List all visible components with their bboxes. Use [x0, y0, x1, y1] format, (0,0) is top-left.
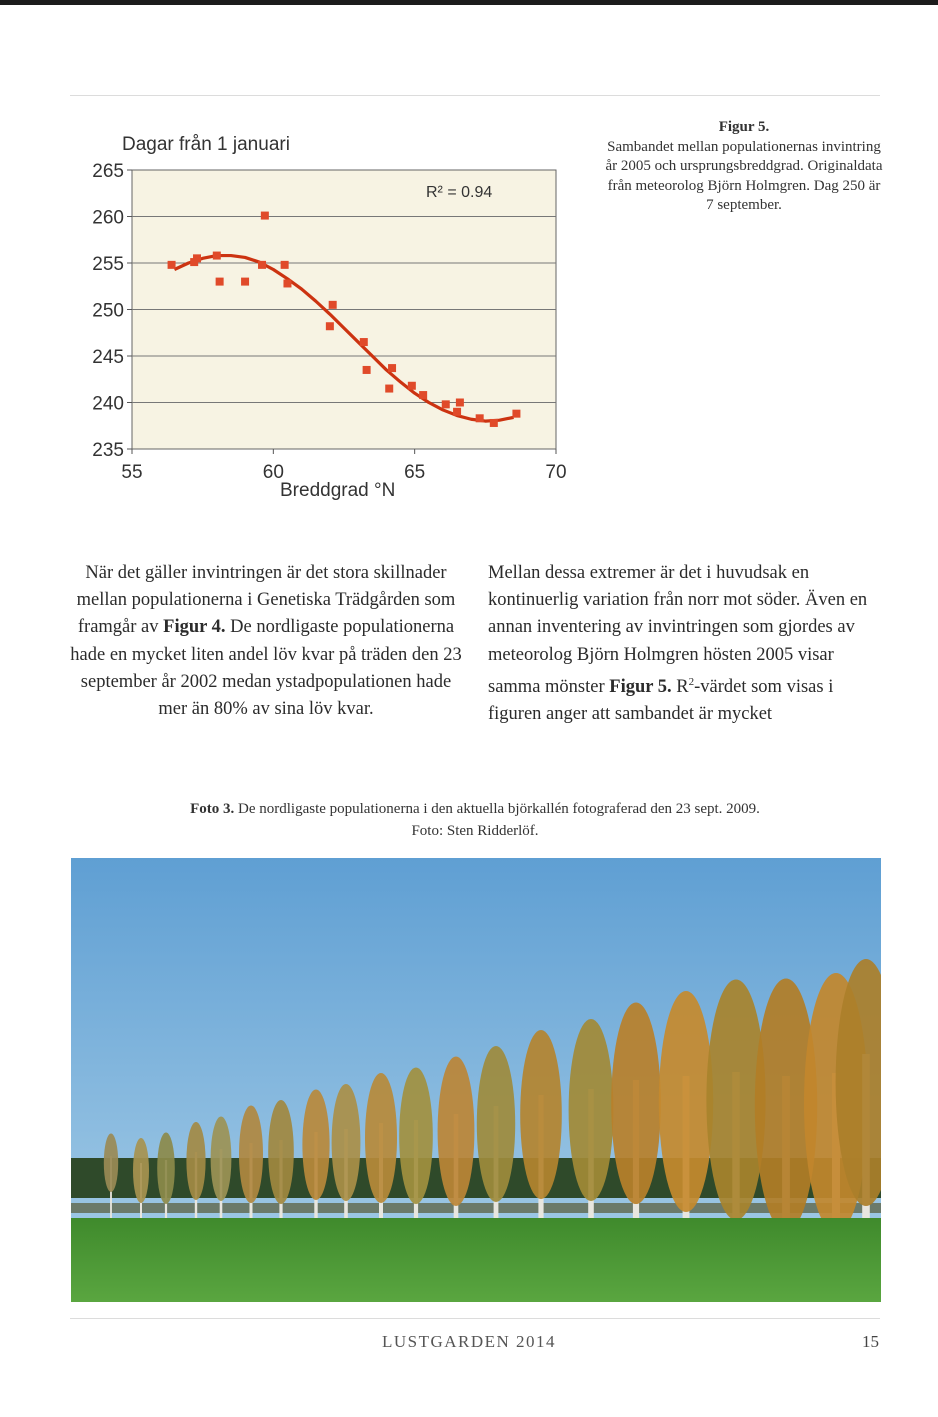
figure-5-caption — [604, 118, 884, 216]
figure-4-reference: Figur 4. — [163, 617, 226, 638]
data-point — [261, 212, 269, 220]
data-point — [281, 261, 289, 269]
data-point — [241, 278, 249, 286]
birch-crown — [477, 1046, 515, 1202]
y-tick-label: 265 — [92, 161, 124, 182]
paragraph-left-end: De nordligaste populationerna hade en mycket liten andel löv kvar på träden den 23 september år 2002 medan ystadpopulationen hade mer än 80% av sina löv kvar. — [70, 617, 462, 720]
birch-crown — [520, 1030, 562, 1199]
x-tick-label: 60 — [262, 462, 284, 483]
data-point — [408, 382, 416, 390]
data-point — [329, 301, 337, 309]
x-tick-label: 55 — [121, 462, 143, 483]
x-tick-label: 70 — [545, 462, 567, 483]
data-point — [453, 408, 461, 416]
data-point — [213, 252, 221, 260]
data-point — [490, 419, 498, 427]
top-rule — [70, 95, 880, 96]
data-point — [193, 254, 201, 262]
journal-title: LUSTGARDEN 2014 — [381, 1332, 557, 1351]
y-tick-label: 255 — [92, 254, 124, 275]
paragraph-left-start: När det gäller invintringen är det stora skillnader mellan populationerna i Genetiska Trädgården som framgår av — [76, 563, 456, 638]
data-point — [168, 261, 176, 269]
paragraph-right-start: Mellan dessa extremer är det i huvudsak en kontinuerlig variation från norr mot söder. Även en annan inventering av invintringen som gjordes av meteorolog Björn Holmgren hösten 2005 visar samma mönster — [488, 563, 868, 697]
birch-crown — [365, 1073, 397, 1203]
photo-caption — [70, 798, 880, 842]
birch-crown — [104, 1134, 118, 1193]
birch-crown — [611, 1003, 661, 1205]
photo-credit: Foto: Sten Ridderlöf. — [411, 823, 539, 839]
data-point — [326, 322, 334, 330]
data-point — [258, 261, 266, 269]
r-squared-label: R² = 0.94 — [426, 184, 493, 201]
page-top-bar — [0, 0, 938, 5]
paragraph-right-r: R — [671, 676, 689, 697]
birch-crown — [239, 1106, 263, 1204]
superscript-2: 2 — [688, 675, 695, 688]
body-column-right — [488, 560, 888, 728]
y-tick-label: 260 — [92, 207, 124, 229]
y-tick-label: 250 — [92, 300, 124, 322]
data-point — [385, 385, 393, 393]
figure-5-text: Sambandet mellan populationernas invintring år 2005 och ursprungsbreddgrad. Originaldata från meteorolog Björn Holmgren. Dag 250 är 7 september. — [605, 138, 883, 213]
birch-avenue-photo — [71, 858, 881, 1302]
paragraph-right-end: -värdet som visas i figuren anger att sambandet är mycket — [488, 676, 834, 725]
data-point — [419, 391, 427, 399]
data-point — [360, 338, 368, 346]
birch-crown — [438, 1057, 475, 1207]
birch-crown — [399, 1068, 433, 1205]
data-point — [388, 364, 396, 372]
x-axis-ticks — [121, 449, 566, 483]
data-point — [216, 278, 224, 286]
photo-label: Foto 3. — [190, 801, 235, 817]
birch-crown — [133, 1138, 149, 1203]
data-point — [476, 414, 484, 422]
page-number: 15 — [862, 1332, 879, 1351]
birch-crown — [211, 1117, 232, 1202]
y-tick-label: 240 — [92, 393, 124, 415]
bottom-rule — [70, 1318, 880, 1319]
birch-crown — [302, 1090, 329, 1201]
data-point — [456, 399, 464, 407]
figure-5-reference: Figur 5. — [609, 676, 672, 697]
birch-crown — [332, 1084, 361, 1201]
x-axis-label: Breddgrad °N — [280, 480, 396, 501]
y-axis-ticks — [92, 161, 132, 461]
y-tick-label: 245 — [92, 347, 124, 368]
birch-crown — [659, 991, 713, 1212]
grass-field — [71, 1218, 881, 1302]
birch-crown — [268, 1100, 294, 1204]
x-tick-label: 65 — [404, 462, 426, 483]
data-point — [283, 279, 291, 287]
body-column-left — [70, 560, 462, 723]
y-axis-label: Dagar från 1 januari — [122, 134, 290, 155]
birch-crown — [157, 1133, 175, 1205]
latitude-chart — [70, 118, 590, 510]
figure-5-heading: Figur 5. — [718, 119, 770, 135]
birch-crown — [186, 1122, 205, 1200]
fence — [71, 1203, 881, 1213]
photo-caption-text: De nordligaste populationerna i den aktuella björkallén fotograferad den 23 sept. 2009. — [234, 801, 760, 817]
y-tick-label: 235 — [92, 440, 124, 461]
birch-crown — [569, 1019, 614, 1201]
data-point — [512, 410, 520, 418]
data-point — [442, 400, 450, 408]
data-point — [363, 366, 371, 374]
